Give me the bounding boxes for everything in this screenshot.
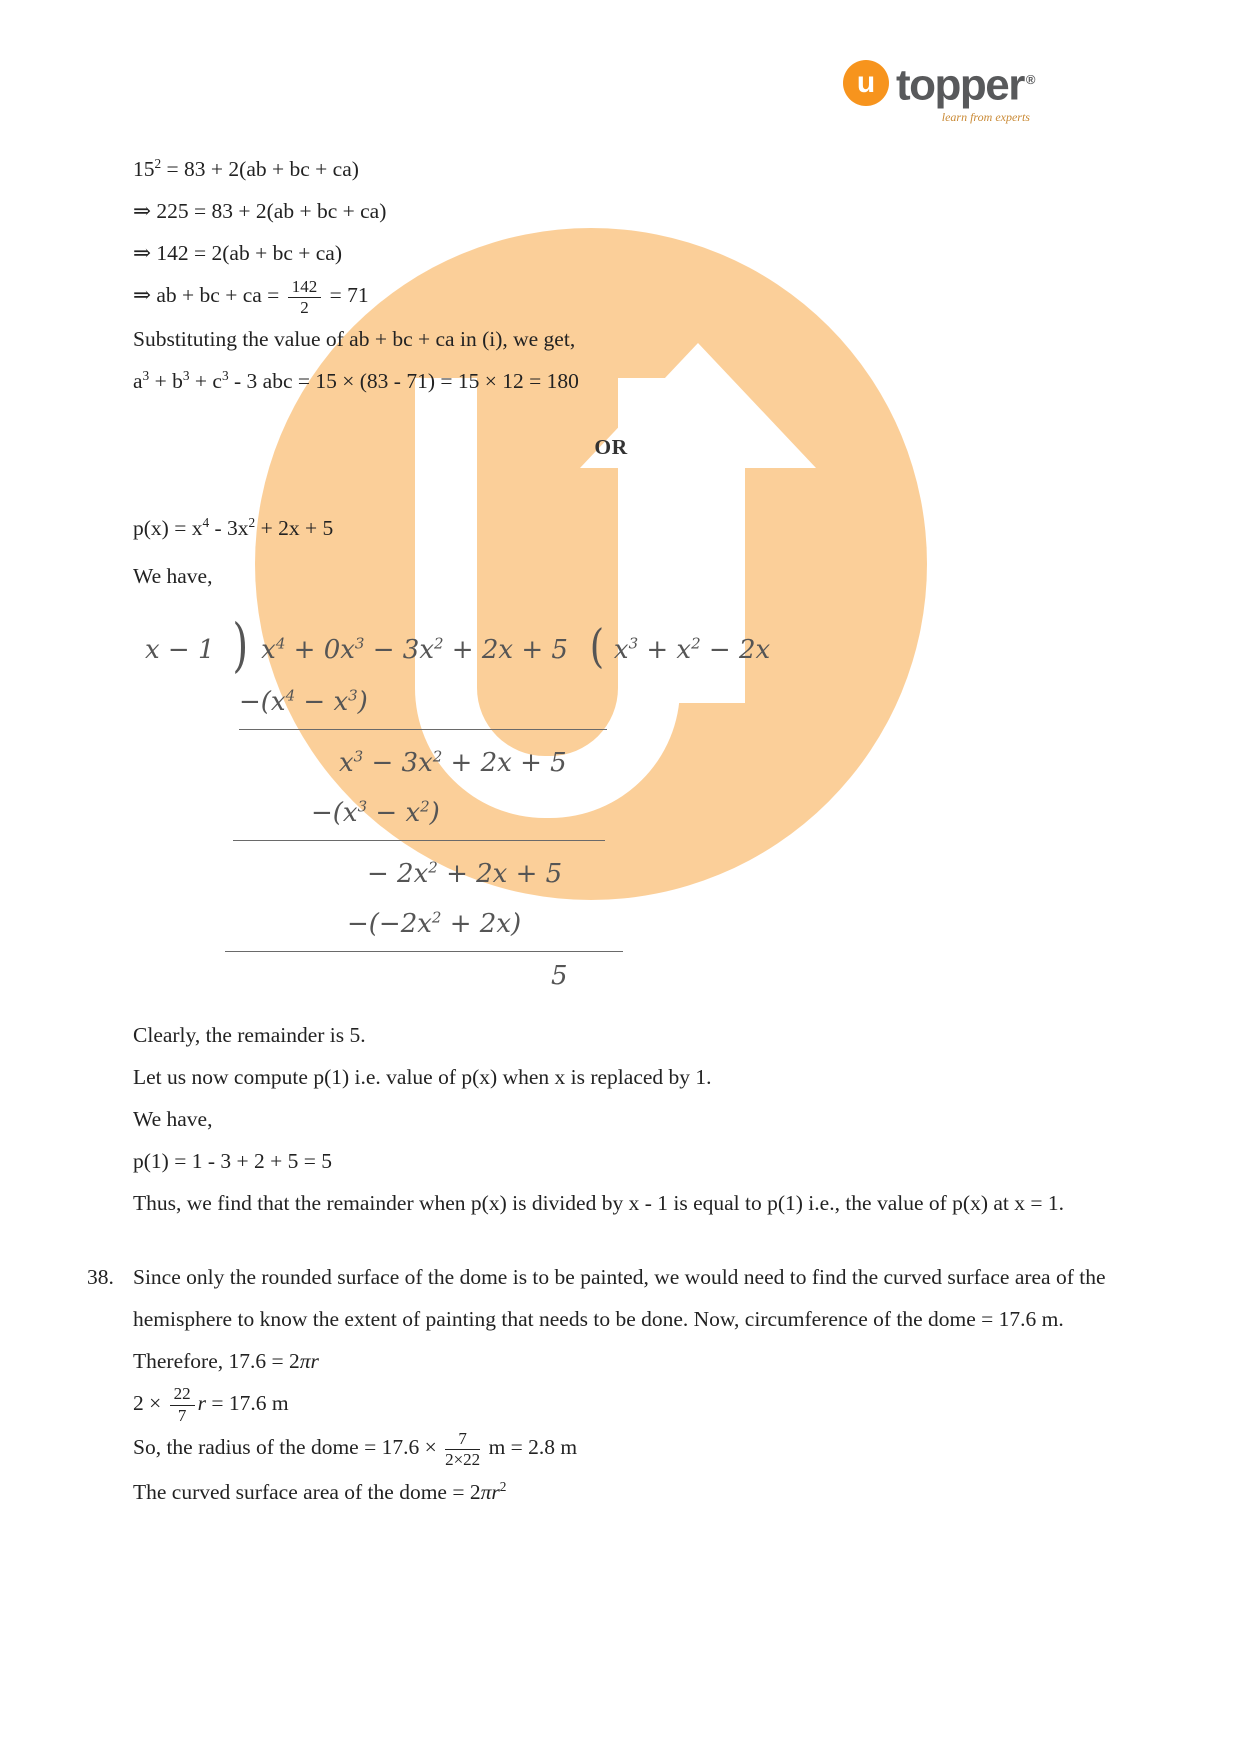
solution-steps-part1 — [133, 148, 1145, 402]
brand-tagline: learn from experts — [941, 109, 1030, 124]
math-line: ⇒ 142 = 2(ab + bc + ca) — [133, 241, 343, 265]
question-38-answer — [133, 1256, 1145, 1513]
brand-logo — [843, 57, 1034, 125]
question-38 — [87, 1256, 1145, 1513]
division-bracket: ) — [231, 611, 248, 680]
math-line: Thus, we find that the remainder when p(x) is divided by x - 1 is equal to p(1) i.e., the value of p(x) at x = 1. — [133, 1190, 1065, 1215]
brand-name-text: topper — [896, 60, 1024, 110]
division-rule — [239, 729, 607, 730]
division-step: $x^3 - 3x^2 + 2x + 5$ — [339, 747, 567, 778]
solution-conclusion — [133, 1014, 1145, 1224]
math-line: Clearly, the remainder is 5. — [133, 1022, 366, 1047]
math-line: Let us now compute p(1) i.e. value of p(x) when x is replaced by 1. — [133, 1064, 712, 1089]
math-line: Since only the rounded surface of the dome is to be painted, we would need to find the curved surface area of the hemisphere to know the extent of painting that needs to be done. Now, circumference of the dome = 17.6 m. Therefore, 17.6 = 2πr — [133, 1264, 1106, 1373]
math-line: We have, — [133, 564, 213, 589]
division-quotient-paren: ( — [589, 619, 605, 674]
division-step: $-(-2x^2 + 2x)$ — [347, 908, 522, 939]
math-line: p(1) = 1 - 3 + 2 + 5 = 5 — [133, 1148, 332, 1173]
math-line: 2 × $\frac{22}{7}$ r = 17.6 m — [133, 1384, 289, 1425]
division-quotient: $x^3 + x^2 - 2x$ — [613, 633, 771, 665]
math-line: $15^2 = 83 + 2(ab$ + bc + ca) — [133, 155, 359, 181]
division-step: − $2x^2 + 2x + 5$ — [367, 858, 563, 889]
math-line: ⇒ ab + bc + ca = $\frac{142}{2}$ = 71 — [133, 276, 369, 317]
math-line: $a^3 + b^3 + c^3 - 3$ abc = 15 × (83 - 71) = 15 × 12 = 180 — [133, 368, 579, 394]
math-line: The curved surface area of the dome = $2\pi r^2$ — [133, 1478, 507, 1504]
math-line: So, the radius of the dome = 17.6 × $\frac{7}{2\times 22}$ m = 2.8 m — [133, 1428, 578, 1470]
brand-u-icon: u — [843, 60, 889, 106]
math-line: We have, — [133, 1106, 213, 1131]
division-dividend: $x^4 + 0x^3 - 3x^2 + 2x + 5$ — [261, 633, 568, 665]
brand-name — [896, 57, 1034, 109]
division-step: $-(x^3 - x^2)$ — [311, 797, 440, 828]
registered-mark: ® — [1025, 72, 1034, 87]
or-separator: OR — [594, 435, 628, 460]
math-line: Substituting the value of ab + bc + ca in (i), we get, — [133, 327, 576, 352]
math-line: ⇒ 225 = 83 + 2(ab + bc + ca) — [133, 199, 387, 223]
division-remainder: 5 — [551, 960, 568, 991]
long-division-figure — [139, 611, 1145, 997]
division-step: $-(x^4 - x^3)$ — [239, 686, 368, 717]
division-rule — [225, 951, 623, 952]
question-number: 38. — [87, 1264, 114, 1289]
division-rule — [233, 840, 605, 841]
solution-steps-part2 — [133, 504, 1145, 600]
division-top-row — [139, 611, 1145, 680]
math-line: $p(x) = x^4 - 3x^2 + 2x + 5$ — [133, 515, 334, 541]
division-divisor: x − 1 — [145, 634, 215, 665]
